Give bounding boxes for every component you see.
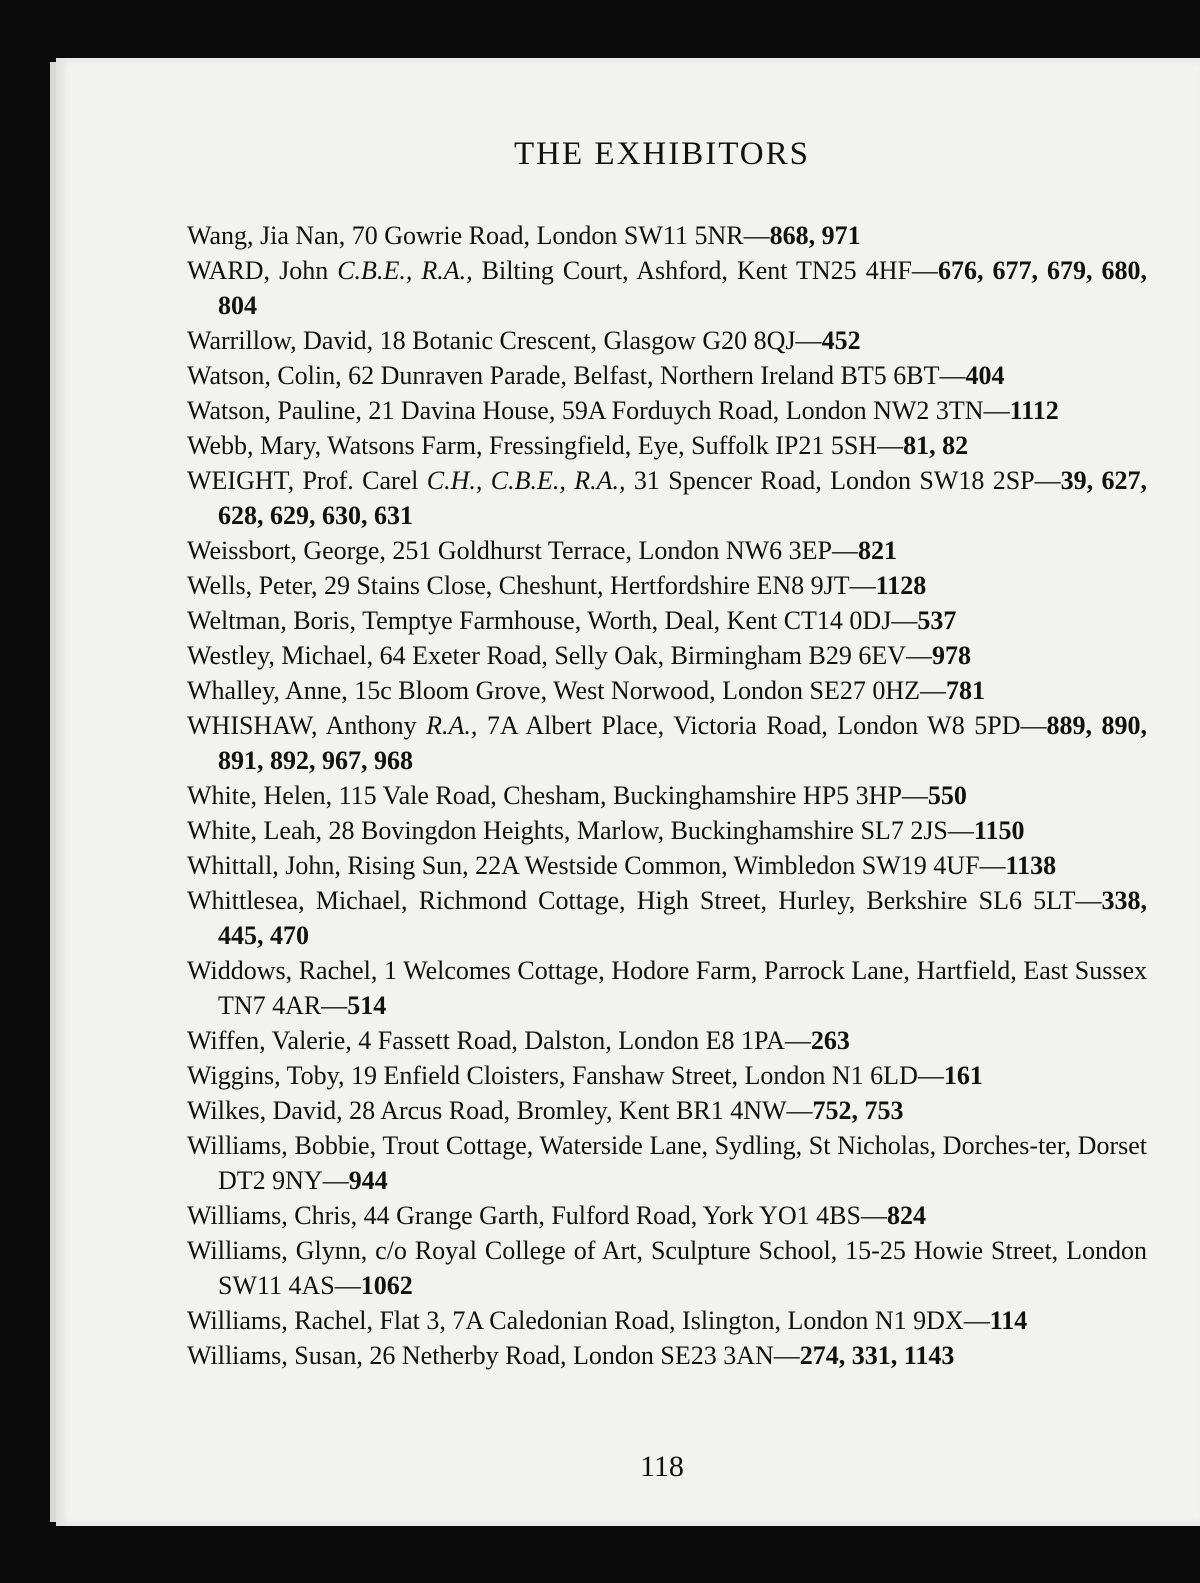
exhibitor-entry [187,218,1147,253]
entry-address: 7A Albert Place, Victoria Road, London W8 5PD— [477,711,1047,740]
entry-name-address: Whalley, Anne, 15c Bloom Grove, West Norwood, London SE27 0HZ— [187,676,947,705]
entry-catalogue-numbers: 338, 445, 470 [218,886,1147,950]
exhibitor-entry [187,1023,1147,1058]
entry-honours: R.A., [426,711,478,740]
entry-catalogue-numbers: 39, 627, 628, 629, 630, 631 [218,466,1148,530]
exhibitor-entry [187,1198,1147,1233]
entry-catalogue-numbers: 889, 890, 891, 892, 967, 968 [218,711,1148,775]
exhibitor-entry [187,953,1147,1023]
exhibitor-entry [187,603,1147,638]
entry-name-address: Wiggins, Toby, 19 Enfield Cloisters, Fanshaw Street, London N1 6LD— [187,1061,944,1090]
entry-honours: C.H., C.B.E., R.A., [426,466,626,495]
entry-catalogue-numbers: 752, 753 [812,1096,904,1125]
entry-catalogue-numbers: 676, 677, 679, 680, 804 [218,256,1148,320]
entry-name-address: Westley, Michael, 64 Exeter Road, Selly Oak, Birmingham B29 6EV— [187,641,933,670]
exhibitor-entry [187,568,1147,603]
entry-catalogue-numbers: 1062 [360,1271,413,1300]
entry-name-address: Wiffen, Valerie, 4 Fassett Road, Dalston, London E8 1PA— [187,1026,811,1055]
exhibitor-entry [187,323,1147,358]
entry-name-address: White, Helen, 115 Vale Road, Chesham, Buckinghamshire HP5 3HP— [187,781,928,810]
entry-name-address: Watson, Colin, 62 Dunraven Parade, Belfast, Northern Ireland BT5 6BT— [187,361,966,390]
exhibitor-entry [187,848,1147,883]
exhibitor-entry [187,1338,1147,1373]
exhibitor-entry [187,358,1147,393]
exhibitor-entry [187,673,1147,708]
entry-catalogue-numbers: 452 [821,326,861,355]
entry-catalogue-numbers: 868, 971 [769,221,861,250]
exhibitor-entry [187,708,1147,778]
entry-name-address: Weissbort, George, 251 Goldhurst Terrace, London NW6 3EP— [187,536,858,565]
entry-catalogue-numbers: 550 [927,781,967,810]
exhibitor-entry [187,883,1147,953]
entry-name-address: WARD, John [187,256,338,285]
entry-name-address: Warrillow, David, 18 Botanic Crescent, Glasgow G20 8QJ— [187,326,822,355]
entry-name-address: Williams, Glynn, c/o Royal College of Art, Sculpture School, 15-25 Howie Street, London SW11 4AS— [187,1236,1147,1300]
entry-name-address: Wang, Jia Nan, 70 Gowrie Road, London SW11 5NR— [187,221,770,250]
entry-name-address: Webb, Mary, Watsons Farm, Fressingfield, Eye, Suffolk IP21 5SH— [187,431,904,460]
running-header: THE EXHIBITORS [514,136,810,172]
entry-name-address: WEIGHT, Prof. Carel [187,466,427,495]
exhibitor-entry [187,1058,1147,1093]
entry-catalogue-numbers: 537 [917,606,957,635]
entry-catalogue-numbers: 81, 82 [903,431,969,460]
exhibitor-entry [187,463,1147,533]
entry-catalogue-numbers: 821 [858,536,897,565]
exhibitor-entry [187,533,1147,568]
exhibitor-entry [187,1128,1147,1198]
entry-catalogue-numbers: 274, 331, 1143 [799,1341,955,1370]
entry-name-address: Wilkes, David, 28 Arcus Road, Bromley, Kent BR1 4NW— [187,1096,813,1125]
entry-catalogue-numbers: 404 [965,361,1005,390]
entry-catalogue-numbers: 263 [810,1026,850,1055]
entry-catalogue-numbers: 514 [347,991,387,1020]
entry-name-address: Williams, Bobbie, Trout Cottage, Waterside Lane, Sydling, St Nicholas, Dorches-ter, Dorset DT2 9NY— [187,1131,1147,1195]
entry-name-address: Widdows, Rachel, 1 Welcomes Cottage, Hodore Farm, Parrock Lane, Hartfield, East Sussex TN7 4AR— [187,956,1147,1020]
entry-catalogue-numbers: 824 [886,1201,926,1230]
exhibitor-entry [187,428,1147,463]
entry-name-address: WHISHAW, Anthony [187,711,427,740]
entry-name-address: Williams, Susan, 26 Netherby Road, London SE23 3AN— [187,1341,800,1370]
entry-name-address: Watson, Pauline, 21 Davina House, 59A Forduych Road, London NW2 3TN— [187,396,1010,425]
entry-catalogue-numbers: 944 [348,1166,388,1195]
entry-catalogue-numbers: 1128 [875,571,927,600]
entry-honours: C.B.E., R.A., [337,256,473,285]
exhibitor-entry [187,778,1147,813]
exhibitor-entry [187,1303,1147,1338]
entry-catalogue-numbers: 1150 [973,816,1025,845]
entry-catalogue-numbers: 1138 [1005,851,1057,880]
entry-address: 31 Spencer Road, London SW18 2SP— [625,466,1061,495]
entry-catalogue-numbers: 1112 [1009,396,1059,425]
page-number: 118 [640,1450,684,1483]
exhibitor-entry [187,393,1147,428]
exhibitor-entry [187,253,1147,323]
entry-catalogue-numbers: 781 [946,676,986,705]
entry-name-address: Williams, Chris, 44 Grange Garth, Fulford Road, York YO1 4BS— [187,1201,887,1230]
entry-address: Bilting Court, Ashford, Kent TN25 4HF— [472,256,938,285]
entry-name-address: Whittlesea, Michael, Richmond Cottage, High Street, Hurley, Berkshire SL6 5LT— [187,886,1102,915]
entry-name-address: Weltman, Boris, Temptye Farmhouse, Worth, Deal, Kent CT14 0DJ— [187,606,918,635]
exhibitor-list [187,218,1147,1373]
entry-catalogue-numbers: 161 [943,1061,983,1090]
entry-name-address: Wells, Peter, 29 Stains Close, Cheshunt, Hertfordshire EN8 9JT— [187,571,876,600]
exhibitor-entry [187,1093,1147,1128]
entry-name-address: White, Leah, 28 Bovingdon Heights, Marlow, Buckinghamshire SL7 2JS— [187,816,974,845]
book-page [56,58,1200,1526]
entry-name-address: Whittall, John, Rising Sun, 22A Westside Common, Wimbledon SW19 4UF— [187,851,1006,880]
exhibitor-entry [187,813,1147,848]
entry-catalogue-numbers: 978 [932,641,972,670]
entry-catalogue-numbers: 114 [989,1306,1028,1335]
entry-name-address: Williams, Rachel, Flat 3, 7A Caledonian Road, Islington, London N1 9DX— [187,1306,990,1335]
exhibitor-entry [187,638,1147,673]
exhibitor-entry [187,1233,1147,1303]
